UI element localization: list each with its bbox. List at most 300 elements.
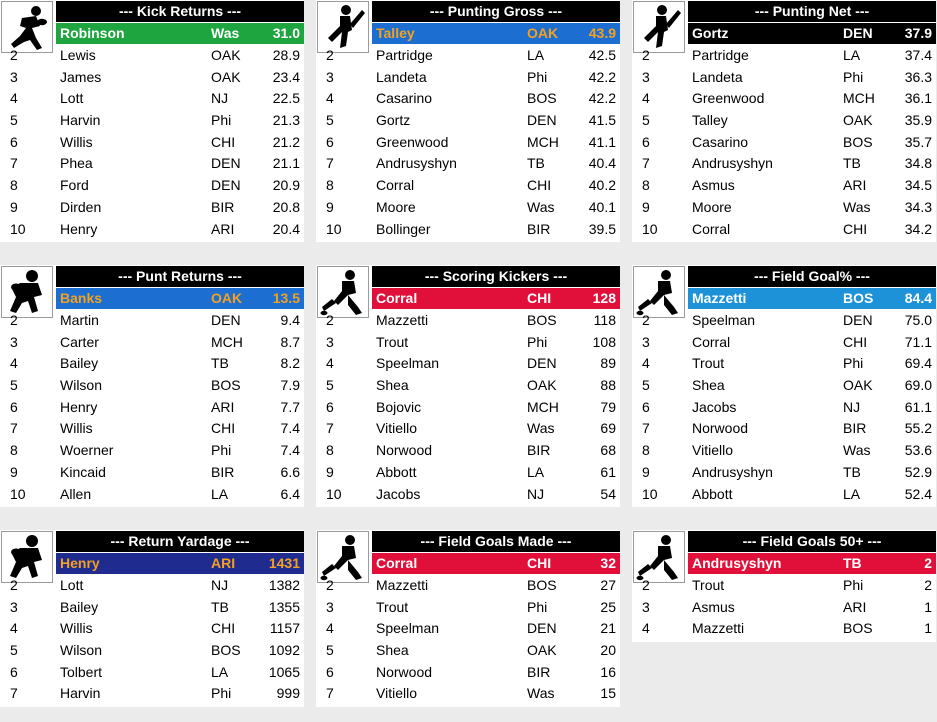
leader-value: 37.9 [904, 25, 932, 41]
stat-value: 35.9 [904, 112, 932, 129]
rank-cell: 4 [642, 620, 650, 637]
ranking-list [632, 575, 936, 640]
table-row [0, 353, 304, 375]
team-cell: OAK [211, 47, 241, 63]
stat-value: 23.4 [272, 68, 300, 85]
table-row [316, 175, 620, 197]
table-row [0, 397, 304, 419]
stat-value: 69 [600, 420, 616, 437]
stat-value: 118 [593, 312, 616, 328]
rank-cell: 6 [10, 133, 18, 150]
player-name: Vitiello [376, 685, 417, 702]
rank-cell: 4 [326, 620, 334, 637]
rank-cell: 9 [642, 463, 650, 480]
table-row [316, 197, 620, 219]
rank-cell: 5 [326, 642, 334, 659]
panel-title: --- Return Yardage --- [56, 531, 304, 552]
team-cell: Phi [843, 355, 864, 372]
table-row [0, 440, 304, 462]
team-cell: TB [527, 155, 545, 172]
leader-team: BOS [843, 290, 874, 306]
team-cell: LA [527, 463, 545, 480]
player-name: Ford [60, 177, 89, 194]
rank-cell: 3 [10, 68, 18, 85]
rank-cell: 6 [326, 133, 334, 150]
stat-value: 34.3 [904, 198, 932, 215]
player-name: Asmus [692, 177, 735, 194]
rank-cell: 4 [642, 355, 650, 372]
rank-cell: 10 [10, 485, 26, 502]
rank-cell: 4 [10, 90, 18, 107]
leader-value: 2 [924, 555, 932, 571]
stat-value: 37.4 [904, 47, 932, 63]
rank-cell: 7 [10, 685, 18, 702]
player-name: Landeta [376, 68, 427, 85]
player-name: Speelman [376, 355, 440, 372]
player-name: Andrusyshyn [692, 155, 773, 172]
table-row [632, 484, 936, 506]
stat-value: 40.2 [588, 177, 616, 194]
table-row [316, 132, 620, 154]
table-row [632, 197, 936, 219]
leader-value: 13.5 [272, 290, 300, 306]
leader-name: Corral [376, 290, 418, 306]
leader-name: Gortz [692, 25, 729, 41]
stat-value: 34.2 [904, 220, 932, 237]
table-row [632, 67, 936, 89]
stat-value: 7.7 [280, 398, 300, 415]
team-cell: NJ [211, 90, 229, 107]
leader-team: CHI [527, 290, 552, 306]
stat-value: 79 [600, 398, 616, 415]
table-row [316, 640, 620, 662]
table-row [316, 219, 620, 241]
stat-value: 61 [600, 463, 616, 480]
team-cell: Phi [211, 442, 232, 459]
table-row [316, 45, 620, 67]
player-name: Tolbert [60, 663, 103, 680]
team-cell: TB [843, 155, 861, 172]
stat-value: 75.0 [904, 312, 932, 328]
panel-title: --- Punting Gross --- [372, 1, 620, 22]
table-row [0, 88, 304, 110]
rank-cell: 7 [326, 420, 334, 437]
stat-value: 22.5 [272, 90, 300, 107]
rank-cell: 8 [326, 442, 334, 459]
rank-cell: 5 [326, 377, 334, 394]
stat-value: 20.4 [272, 220, 300, 237]
panel-title: --- Punt Returns --- [56, 266, 304, 287]
rank-cell: 3 [642, 333, 650, 350]
rank-cell: 9 [642, 198, 650, 215]
stat-value: 36.3 [904, 68, 932, 85]
leader-row [688, 553, 936, 574]
table-row [316, 597, 620, 619]
table-row [316, 462, 620, 484]
player-name: Bailey [60, 598, 99, 615]
stat-value: 55.2 [904, 420, 932, 437]
stat-value: 8.7 [280, 333, 300, 350]
rank-cell: 2 [10, 312, 18, 328]
rank-cell: 2 [326, 47, 334, 63]
team-cell: DEN [211, 312, 241, 328]
stat-value: 9.4 [280, 312, 300, 328]
team-cell: NJ [527, 485, 545, 502]
player-name: Casarino [376, 90, 433, 107]
team-cell: Phi [527, 333, 548, 350]
stat-value: 21.1 [272, 155, 300, 172]
rank-cell: 2 [642, 312, 650, 328]
leader-value: 84.4 [904, 290, 932, 306]
stat-value: 39.5 [588, 220, 616, 237]
ranking-list [316, 310, 620, 505]
rank-cell: 10 [326, 485, 342, 502]
team-cell: CHI [843, 333, 868, 350]
table-row [316, 375, 620, 397]
stat-value: 6.4 [280, 485, 300, 502]
table-row [0, 110, 304, 132]
team-cell: LA [527, 47, 545, 63]
table-row [316, 110, 620, 132]
table-row [316, 575, 620, 597]
team-cell: BOS [527, 312, 557, 328]
rank-cell: 2 [642, 47, 650, 63]
player-name: Talley [692, 112, 728, 129]
stat-value: 1065 [268, 663, 300, 680]
panel-return-yardage [0, 530, 304, 707]
stat-value: 68 [600, 442, 616, 459]
rank-cell: 3 [326, 598, 334, 615]
team-cell: DEN [211, 177, 241, 194]
table-row [0, 575, 304, 597]
rank-cell: 10 [642, 220, 658, 237]
player-name: Bollinger [376, 220, 431, 237]
player-name: Jacobs [376, 485, 421, 502]
panel-title: --- Kick Returns --- [56, 1, 304, 22]
player-name: Harvin [60, 112, 101, 129]
player-name: Trout [692, 577, 725, 593]
team-cell: OAK [527, 642, 557, 659]
player-name: Greenwood [692, 90, 765, 107]
rank-cell: 2 [642, 577, 650, 593]
player-name: Harvin [60, 685, 101, 702]
rank-cell: 9 [326, 198, 334, 215]
player-name: Andrusyshyn [692, 463, 773, 480]
panel-title: --- Scoring Kickers --- [372, 266, 620, 287]
rank-cell: 7 [642, 420, 650, 437]
panel-title: --- Punting Net --- [688, 1, 936, 22]
team-cell: CHI [527, 177, 552, 194]
team-cell: Phi [211, 112, 232, 129]
team-cell: LA [843, 485, 861, 502]
rank-cell: 5 [10, 642, 18, 659]
team-cell: TB [211, 355, 229, 372]
rank-cell: 6 [326, 663, 334, 680]
rank-cell: 6 [10, 398, 18, 415]
table-row [632, 88, 936, 110]
table-row [0, 618, 304, 640]
stat-value: 7.4 [280, 420, 300, 437]
player-name: Lott [60, 90, 84, 107]
team-cell: OAK [843, 377, 873, 394]
stat-value: 52.9 [904, 463, 932, 480]
stat-value: 34.5 [904, 177, 932, 194]
rank-cell: 5 [10, 112, 18, 129]
leader-row [56, 553, 304, 574]
table-row [632, 153, 936, 175]
rank-cell: 3 [642, 68, 650, 85]
team-cell: NJ [211, 577, 229, 593]
table-row [316, 683, 620, 705]
ranking-list [632, 310, 936, 505]
stat-value: 71.1 [904, 333, 932, 350]
stat-value: 15 [600, 685, 616, 702]
stat-value: 35.7 [904, 133, 932, 150]
stat-value: 42.2 [588, 90, 616, 107]
table-row [632, 175, 936, 197]
stat-value: 20 [600, 642, 616, 659]
ranking-list [0, 310, 304, 505]
stat-value: 21.3 [272, 112, 300, 129]
team-cell: NJ [843, 398, 861, 415]
player-name: Dirden [60, 198, 102, 215]
team-cell: Was [527, 198, 555, 215]
player-name: Norwood [376, 442, 433, 459]
team-cell: BIR [211, 463, 235, 480]
table-row [316, 418, 620, 440]
table-row [632, 332, 936, 354]
table-row [632, 418, 936, 440]
table-row [316, 88, 620, 110]
player-name: Kincaid [60, 463, 106, 480]
rank-cell: 5 [326, 112, 334, 129]
stat-value: 41.5 [588, 112, 616, 129]
team-cell: BIR [527, 663, 551, 680]
table-row [632, 219, 936, 241]
rank-cell: 4 [10, 620, 18, 637]
panel-field-goal [632, 265, 936, 507]
team-cell: BIR [527, 220, 551, 237]
rank-cell: 3 [642, 598, 650, 615]
rank-cell: 6 [326, 398, 334, 415]
rank-cell: 2 [326, 577, 334, 593]
leader-value: 1431 [268, 555, 300, 571]
player-name: Mazzetti [376, 577, 429, 593]
leader-team: OAK [211, 290, 243, 306]
team-cell: BIR [527, 442, 551, 459]
leader-row [688, 23, 936, 44]
leader-team: Was [211, 25, 240, 41]
rank-cell: 2 [326, 312, 334, 328]
stat-value: 1 [924, 620, 932, 637]
stat-value: 1157 [269, 620, 300, 637]
stat-value: 69.0 [904, 377, 932, 394]
team-cell: TB [843, 463, 861, 480]
table-row [0, 219, 304, 241]
stat-value: 999 [276, 685, 300, 702]
table-row [316, 332, 620, 354]
panel-title: --- Field Goal% --- [688, 266, 936, 287]
player-name: Casarino [692, 133, 749, 150]
leader-name: Robinson [60, 25, 125, 41]
panel-kick-returns [0, 0, 304, 242]
rank-cell: 8 [326, 177, 334, 194]
team-cell: OAK [843, 112, 873, 129]
team-cell: OAK [527, 377, 557, 394]
stat-value: 21 [600, 620, 616, 637]
team-cell: DEN [527, 355, 557, 372]
table-row [316, 397, 620, 419]
team-cell: ARI [211, 398, 235, 415]
stat-value: 1355 [268, 598, 300, 615]
table-row [316, 310, 620, 332]
stat-value: 36.1 [904, 90, 932, 107]
stat-value: 61.1 [904, 398, 932, 415]
team-cell: CHI [211, 133, 236, 150]
leader-name: Andrusyshyn [692, 555, 782, 571]
table-row [316, 153, 620, 175]
table-row [632, 575, 936, 597]
rank-cell: 6 [642, 398, 650, 415]
player-name: Lewis [60, 47, 96, 63]
table-row [316, 67, 620, 89]
rank-cell: 6 [10, 663, 18, 680]
team-cell: CHI [211, 420, 236, 437]
team-cell: CHI [843, 220, 868, 237]
stat-value: 27 [600, 577, 616, 593]
table-row [632, 462, 936, 484]
team-cell: BOS [527, 90, 557, 107]
table-row [0, 462, 304, 484]
leader-name: Mazzetti [692, 290, 747, 306]
stat-value: 41.1 [588, 133, 616, 150]
leader-value: 32 [600, 555, 616, 571]
player-name: Wilson [60, 377, 103, 394]
leader-team: ARI [211, 555, 236, 571]
rank-cell: 2 [10, 47, 18, 63]
team-cell: MCH [527, 133, 559, 150]
player-name: Speelman [376, 620, 440, 637]
player-name: Woerner [60, 442, 114, 459]
team-cell: Was [527, 685, 555, 702]
player-name: Lott [60, 577, 84, 593]
stat-value: 16 [600, 663, 616, 680]
table-row [632, 375, 936, 397]
rank-cell: 10 [10, 220, 26, 237]
team-cell: BOS [211, 377, 241, 394]
stat-value: 1092 [268, 642, 300, 659]
table-row [632, 45, 936, 67]
team-cell: LA [211, 485, 229, 502]
team-cell: BOS [843, 620, 873, 637]
player-name: Martin [60, 312, 99, 328]
leader-team: TB [843, 555, 862, 571]
leader-row [372, 288, 620, 309]
player-name: Partridge [376, 47, 433, 63]
player-name: Trout [376, 598, 409, 615]
stat-value: 34.8 [904, 155, 932, 172]
rank-cell: 9 [10, 463, 18, 480]
rank-cell: 10 [642, 485, 658, 502]
stat-value: 42.5 [588, 47, 616, 63]
player-name: Jacobs [692, 398, 737, 415]
stat-value: 7.9 [280, 377, 300, 394]
table-row [632, 440, 936, 462]
table-row [316, 662, 620, 684]
rank-cell: 4 [10, 355, 18, 372]
panel-field-goals-50 [632, 530, 936, 642]
leader-row [56, 288, 304, 309]
table-row [632, 397, 936, 419]
stat-value: 28.9 [272, 47, 300, 63]
team-cell: MCH [211, 333, 243, 350]
stat-value: 89 [600, 355, 616, 372]
table-row [0, 175, 304, 197]
stat-value: 25 [600, 598, 616, 615]
stat-value: 20.8 [272, 198, 300, 215]
team-cell: Phi [527, 68, 548, 85]
leader-name: Corral [376, 555, 418, 571]
team-cell: BIR [211, 198, 235, 215]
player-name: Corral [692, 220, 731, 237]
player-name: Landeta [692, 68, 743, 85]
team-cell: ARI [843, 177, 867, 194]
player-name: Shea [376, 377, 409, 394]
player-name: Gortz [376, 112, 411, 129]
stat-value: 2 [924, 577, 932, 593]
table-row [0, 640, 304, 662]
stat-value: 53.6 [904, 442, 932, 459]
team-cell: Was [527, 420, 555, 437]
table-row [0, 45, 304, 67]
table-row [0, 67, 304, 89]
team-cell: BIR [843, 420, 867, 437]
table-row [0, 683, 304, 705]
table-row [0, 332, 304, 354]
stat-value: 40.4 [588, 155, 616, 172]
rank-cell: 8 [642, 442, 650, 459]
ranking-list [632, 45, 936, 240]
leader-name: Talley [376, 25, 415, 41]
table-row [632, 618, 936, 640]
rank-cell: 3 [326, 68, 334, 85]
stat-value: 6.6 [280, 463, 300, 480]
leader-team: DEN [843, 25, 873, 41]
rank-cell: 8 [10, 442, 18, 459]
player-name: Shea [376, 642, 409, 659]
rank-cell: 7 [642, 155, 650, 172]
player-name: Andrusyshyn [376, 155, 457, 172]
player-name: Trout [376, 333, 409, 350]
team-cell: Was [843, 442, 871, 459]
rank-cell: 5 [10, 377, 18, 394]
team-cell: LA [843, 47, 861, 63]
stat-value: 40.1 [588, 198, 616, 215]
player-name: Willis [60, 420, 93, 437]
table-row [0, 484, 304, 506]
stat-value: 52.4 [904, 485, 932, 502]
table-row [0, 662, 304, 684]
table-row [0, 132, 304, 154]
player-name: Vitiello [376, 420, 417, 437]
panel-title: --- Field Goals Made --- [372, 531, 620, 552]
player-name: Moore [376, 198, 416, 215]
team-cell: Phi [843, 68, 864, 85]
leader-row [56, 23, 304, 44]
team-cell: CHI [211, 620, 236, 637]
team-cell: DEN [527, 620, 557, 637]
panel-punting-gross [316, 0, 620, 242]
